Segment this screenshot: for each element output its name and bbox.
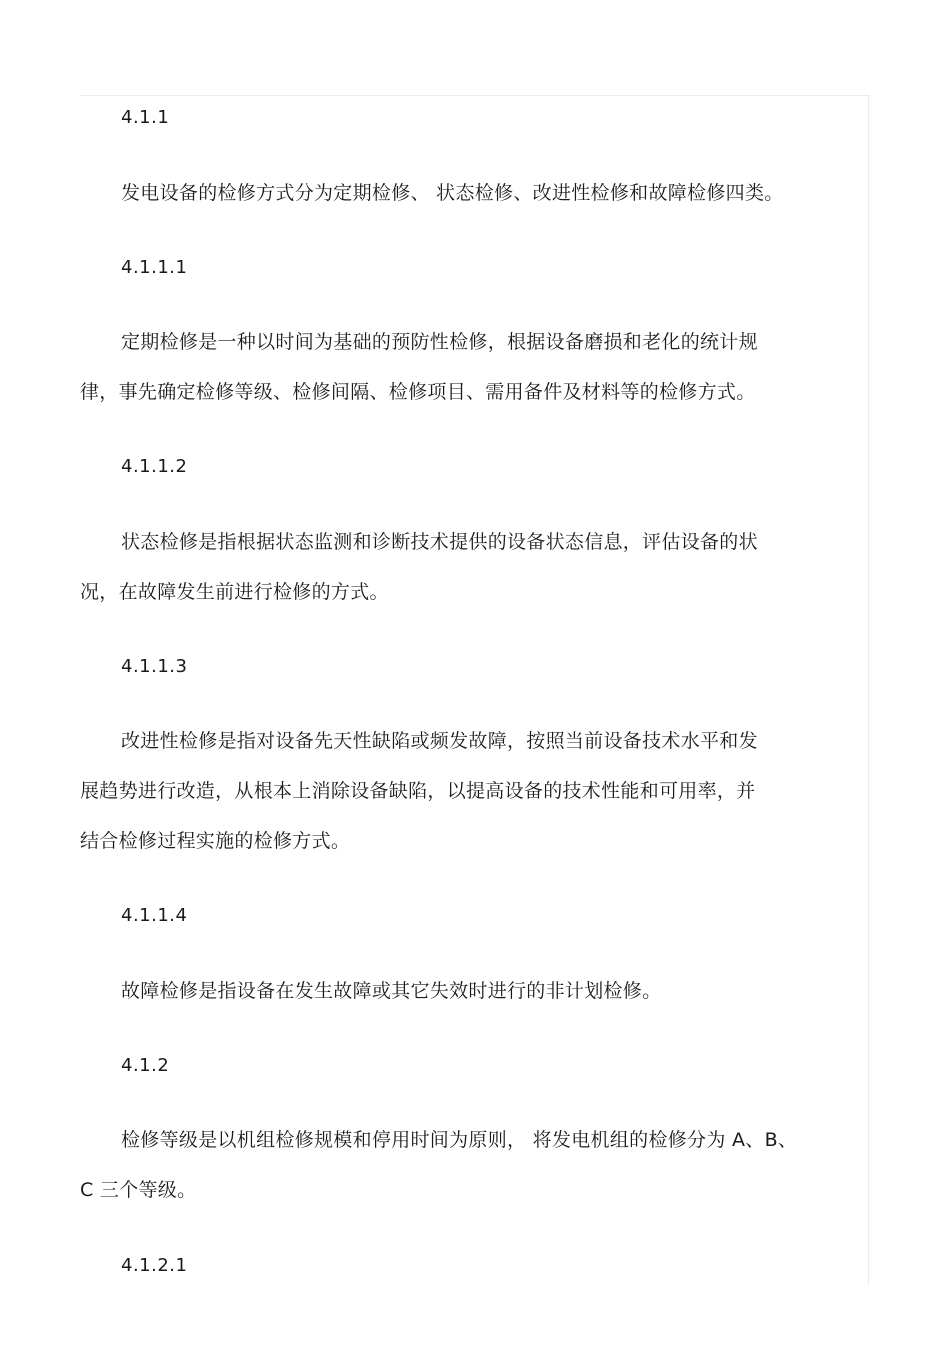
section-heading-4-1-1: 4.1.1 bbox=[121, 107, 170, 128]
paragraph-line: 状态检修是指根据状态监测和诊断技术提供的设备状态信息，评估设备的状 bbox=[121, 531, 758, 553]
section-heading-4-1-1-3: 4.1.1.3 bbox=[121, 656, 188, 677]
section-heading-4-1-1-4: 4.1.1.4 bbox=[121, 905, 188, 926]
paragraph-line: 故障检修是指设备在发生故障或其它失效时进行的非计划检修。 bbox=[121, 980, 662, 1002]
paragraph-line: 改进性检修是指对设备先天性缺陷或频发故障，按照当前设备技术水平和发 bbox=[121, 730, 758, 752]
paragraph-line: 定期检修是一种以时间为基础的预防性检修，根据设备磨损和老化的统计规 bbox=[121, 331, 758, 353]
paragraph-line: 发电设备的检修方式分为定期检修、 状态检修、改进性检修和故障检修四类。 bbox=[121, 182, 784, 204]
section-heading-4-1-2-1: 4.1.2.1 bbox=[121, 1255, 188, 1276]
paragraph-line: 检修等级是以机组检修规模和停用时间为原则， 将发电机组的检修分为 A、B、 bbox=[121, 1129, 798, 1151]
paragraph-line: 况，在故障发生前进行检修的方式。 bbox=[80, 581, 389, 603]
paragraph-line: 结合检修过程实施的检修方式。 bbox=[80, 830, 351, 852]
paragraph-line: C 三个等级。 bbox=[80, 1179, 197, 1201]
paragraph-periodic-maintenance bbox=[80, 317, 758, 417]
section-heading-4-1-1-2: 4.1.1.2 bbox=[121, 456, 188, 477]
paragraph-breakdown-maintenance bbox=[80, 966, 661, 1016]
paragraph-line: 展趋势进行改造，从根本上消除设备缺陷，以提高设备的技术性能和可用率，并 bbox=[80, 780, 756, 802]
paragraph-maintenance-types bbox=[80, 168, 784, 218]
paragraph-maintenance-grades bbox=[80, 1115, 797, 1215]
page-top-border bbox=[80, 95, 870, 96]
paragraph-improvement-maintenance bbox=[80, 716, 758, 866]
paragraph-condition-maintenance bbox=[80, 517, 758, 617]
section-heading-4-1-2: 4.1.2 bbox=[121, 1055, 170, 1076]
section-heading-4-1-1-1: 4.1.1.1 bbox=[121, 257, 188, 278]
page-right-border bbox=[868, 95, 869, 1285]
paragraph-line: 律，事先确定检修等级、检修间隔、检修项目、需用备件及材料等的检修方式。 bbox=[80, 381, 756, 403]
